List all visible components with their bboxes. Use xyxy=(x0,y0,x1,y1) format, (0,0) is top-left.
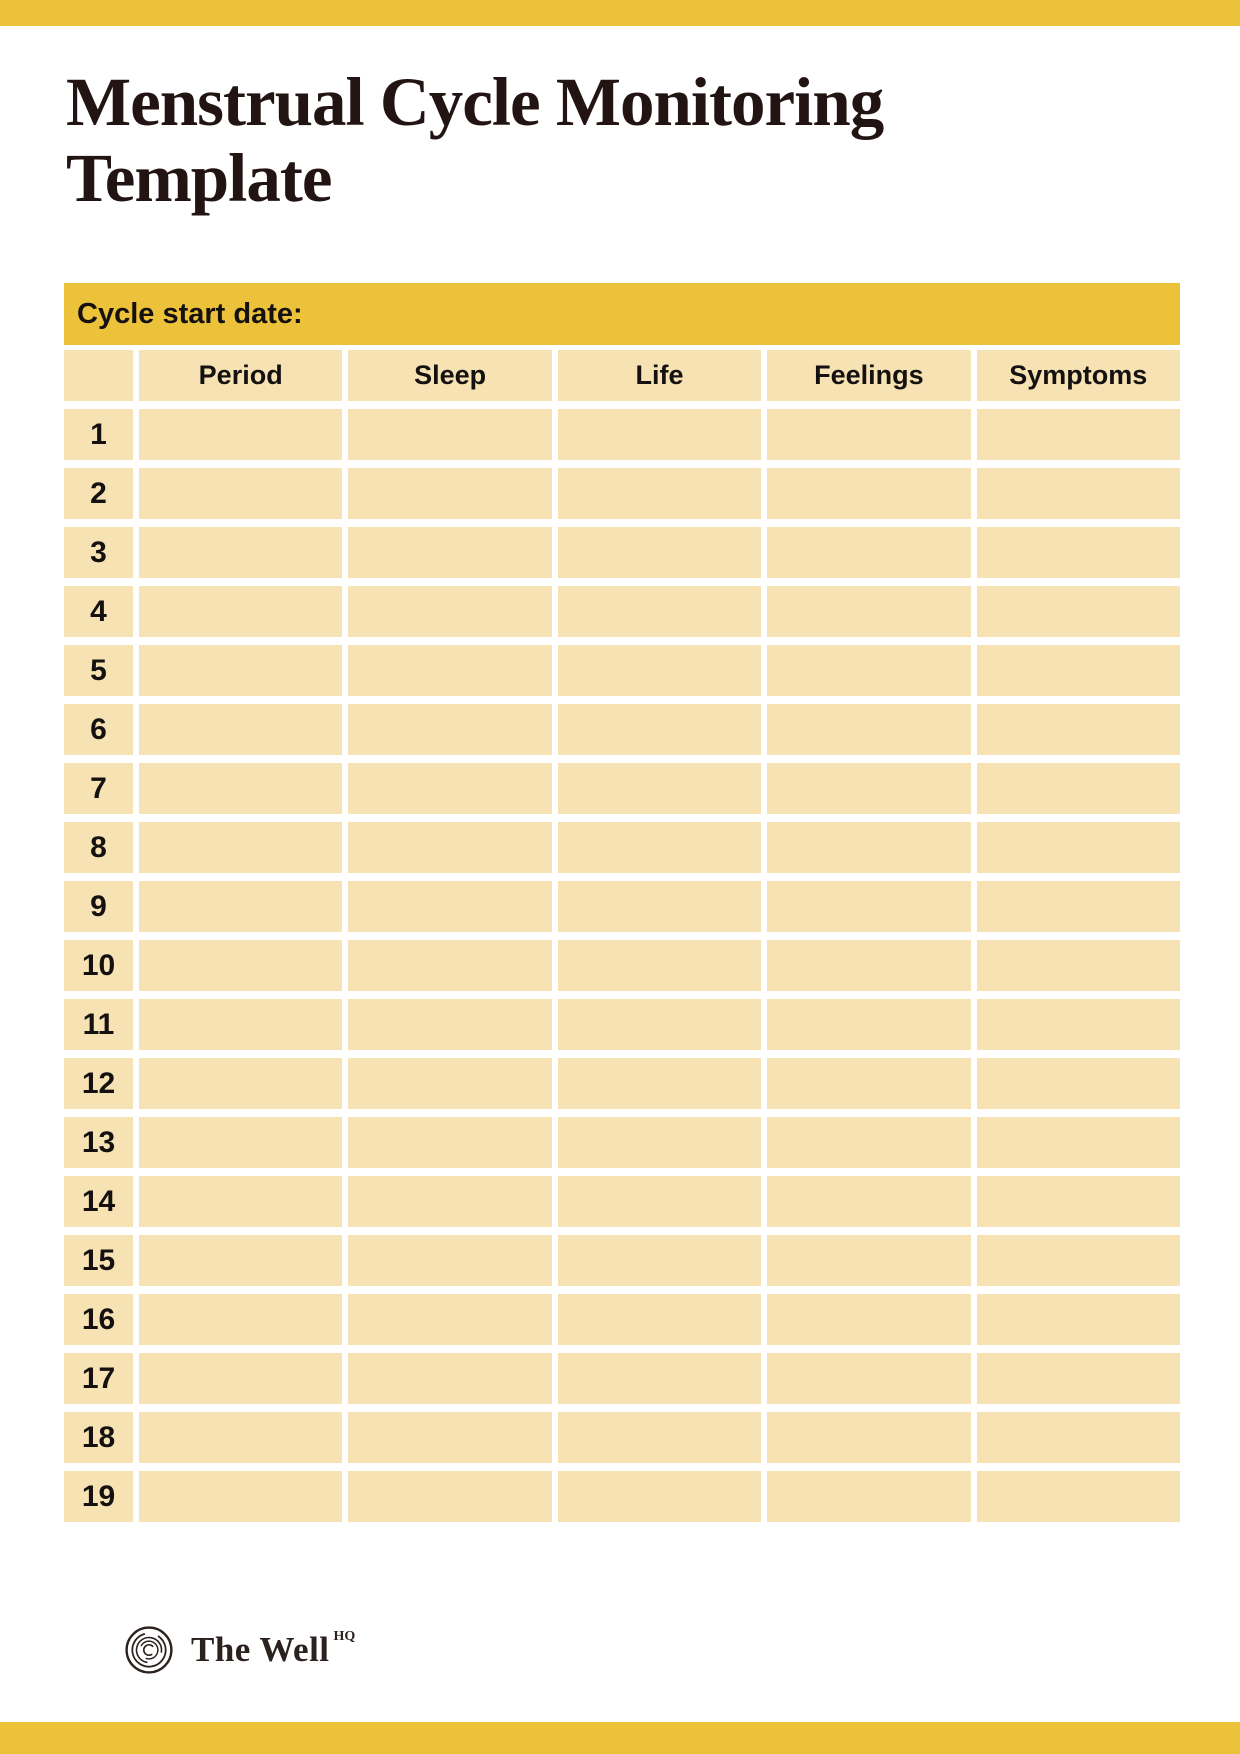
entry-cell-period-day7 xyxy=(139,763,342,814)
entry-cell-life-day1 xyxy=(558,409,761,460)
entry-cell-sleep-day18 xyxy=(348,1412,551,1463)
entry-cell-feelings-day14 xyxy=(767,1176,970,1227)
entry-cell-feelings-day7 xyxy=(767,763,970,814)
entry-cell-sleep-day1 xyxy=(348,409,551,460)
bottom-accent-bar xyxy=(0,1722,1240,1754)
entry-cell-sleep-day12 xyxy=(348,1058,551,1109)
entry-cell-life-day15 xyxy=(558,1235,761,1286)
entry-cell-sleep-day2 xyxy=(348,468,551,519)
entry-cell-symptoms-day2 xyxy=(977,468,1180,519)
entry-cell-period-day3 xyxy=(139,527,342,578)
row-number-cell: 6 xyxy=(64,704,133,755)
cycle-start-date-bar xyxy=(64,283,1180,345)
entry-cell-symptoms-day11 xyxy=(977,999,1180,1050)
row-number-cell: 8 xyxy=(64,822,133,873)
entry-cell-life-day5 xyxy=(558,645,761,696)
entry-cell-symptoms-day15 xyxy=(977,1235,1180,1286)
entry-cell-period-day10 xyxy=(139,940,342,991)
entry-cell-symptoms-day10 xyxy=(977,940,1180,991)
entry-cell-feelings-day19 xyxy=(767,1471,970,1522)
row-number-cell: 17 xyxy=(64,1353,133,1404)
row-number-cell: 16 xyxy=(64,1294,133,1345)
column-header-feelings: Feelings xyxy=(767,350,970,401)
entry-cell-life-day19 xyxy=(558,1471,761,1522)
entry-cell-life-day13 xyxy=(558,1117,761,1168)
entry-cell-life-day11 xyxy=(558,999,761,1050)
row-number-cell: 9 xyxy=(64,881,133,932)
top-accent-bar xyxy=(0,0,1240,26)
row-number-cell: 19 xyxy=(64,1471,133,1522)
row-number-cell: 1 xyxy=(64,409,133,460)
entry-cell-period-day11 xyxy=(139,999,342,1050)
entry-cell-sleep-day16 xyxy=(348,1294,551,1345)
entry-cell-period-day19 xyxy=(139,1471,342,1522)
cycle-start-date-label: Cycle start date: xyxy=(77,297,303,330)
entry-cell-period-day6 xyxy=(139,704,342,755)
entry-cell-symptoms-day17 xyxy=(977,1353,1180,1404)
entry-cell-symptoms-day3 xyxy=(977,527,1180,578)
entry-cell-sleep-day19 xyxy=(348,1471,551,1522)
entry-cell-sleep-day8 xyxy=(348,822,551,873)
row-number-cell: 11 xyxy=(64,999,133,1050)
entry-cell-symptoms-day13 xyxy=(977,1117,1180,1168)
row-number-cell: 5 xyxy=(64,645,133,696)
entry-cell-sleep-day4 xyxy=(348,586,551,637)
entry-cell-feelings-day16 xyxy=(767,1294,970,1345)
entry-cell-life-day7 xyxy=(558,763,761,814)
entry-cell-sleep-day17 xyxy=(348,1353,551,1404)
entry-cell-feelings-day1 xyxy=(767,409,970,460)
entry-cell-symptoms-day9 xyxy=(977,881,1180,932)
entry-cell-feelings-day13 xyxy=(767,1117,970,1168)
entry-cell-period-day17 xyxy=(139,1353,342,1404)
entry-cell-feelings-day15 xyxy=(767,1235,970,1286)
entry-cell-life-day12 xyxy=(558,1058,761,1109)
entry-cell-feelings-day17 xyxy=(767,1353,970,1404)
row-number-cell: 18 xyxy=(64,1412,133,1463)
entry-cell-period-day14 xyxy=(139,1176,342,1227)
entry-cell-symptoms-day4 xyxy=(977,586,1180,637)
column-header-symptoms: Symptoms xyxy=(977,350,1180,401)
entry-cell-sleep-day13 xyxy=(348,1117,551,1168)
entry-cell-period-day18 xyxy=(139,1412,342,1463)
brand-name: The Well xyxy=(191,1630,330,1669)
row-number-cell: 4 xyxy=(64,586,133,637)
entry-cell-sleep-day5 xyxy=(348,645,551,696)
entry-cell-symptoms-day8 xyxy=(977,822,1180,873)
row-number-cell: 7 xyxy=(64,763,133,814)
entry-cell-life-day4 xyxy=(558,586,761,637)
entry-cell-period-day9 xyxy=(139,881,342,932)
entry-cell-sleep-day11 xyxy=(348,999,551,1050)
footer-brand xyxy=(124,1623,355,1677)
entry-cell-symptoms-day7 xyxy=(977,763,1180,814)
entry-cell-sleep-day15 xyxy=(348,1235,551,1286)
entry-cell-life-day6 xyxy=(558,704,761,755)
entry-cell-period-day12 xyxy=(139,1058,342,1109)
entry-cell-feelings-day10 xyxy=(767,940,970,991)
entry-cell-life-day8 xyxy=(558,822,761,873)
entry-cell-symptoms-day5 xyxy=(977,645,1180,696)
page-title: Menstrual Cycle Monitoring Template xyxy=(66,64,884,216)
column-header-sleep: Sleep xyxy=(348,350,551,401)
entry-cell-feelings-day9 xyxy=(767,881,970,932)
brand-suffix: HQ xyxy=(333,1629,356,1644)
entry-cell-life-day2 xyxy=(558,468,761,519)
row-number-cell: 13 xyxy=(64,1117,133,1168)
entry-cell-life-day17 xyxy=(558,1353,761,1404)
entry-cell-feelings-day11 xyxy=(767,999,970,1050)
entry-cell-period-day5 xyxy=(139,645,342,696)
entry-cell-life-day9 xyxy=(558,881,761,932)
entry-cell-period-day1 xyxy=(139,409,342,460)
entry-cell-feelings-day8 xyxy=(767,822,970,873)
entry-cell-period-day15 xyxy=(139,1235,342,1286)
entry-cell-life-day14 xyxy=(558,1176,761,1227)
entry-cell-life-day10 xyxy=(558,940,761,991)
entry-cell-feelings-day12 xyxy=(767,1058,970,1109)
entry-cell-period-day16 xyxy=(139,1294,342,1345)
entry-cell-period-day4 xyxy=(139,586,342,637)
entry-cell-period-day8 xyxy=(139,822,342,873)
entry-cell-sleep-day10 xyxy=(348,940,551,991)
entry-cell-symptoms-day14 xyxy=(977,1176,1180,1227)
row-number-cell: 3 xyxy=(64,527,133,578)
row-number-cell: 10 xyxy=(64,940,133,991)
concentric-ripple-icon xyxy=(124,1625,174,1675)
entry-cell-period-day13 xyxy=(139,1117,342,1168)
entry-cell-sleep-day7 xyxy=(348,763,551,814)
entry-cell-period-day2 xyxy=(139,468,342,519)
row-number-cell: 15 xyxy=(64,1235,133,1286)
entry-cell-symptoms-day12 xyxy=(977,1058,1180,1109)
entry-cell-sleep-day6 xyxy=(348,704,551,755)
column-header-life: Life xyxy=(558,350,761,401)
entry-cell-feelings-day6 xyxy=(767,704,970,755)
tracking-table xyxy=(64,350,1180,1522)
column-header-period: Period xyxy=(139,350,342,401)
row-number-cell: 14 xyxy=(64,1176,133,1227)
entry-cell-symptoms-day6 xyxy=(977,704,1180,755)
entry-cell-feelings-day4 xyxy=(767,586,970,637)
entry-cell-feelings-day2 xyxy=(767,468,970,519)
header-corner-cell xyxy=(64,350,133,401)
entry-cell-symptoms-day19 xyxy=(977,1471,1180,1522)
entry-cell-sleep-day3 xyxy=(348,527,551,578)
entry-cell-life-day16 xyxy=(558,1294,761,1345)
row-number-cell: 2 xyxy=(64,468,133,519)
entry-cell-life-day3 xyxy=(558,527,761,578)
entry-cell-sleep-day9 xyxy=(348,881,551,932)
entry-cell-symptoms-day1 xyxy=(977,409,1180,460)
entry-cell-symptoms-day16 xyxy=(977,1294,1180,1345)
entry-cell-symptoms-day18 xyxy=(977,1412,1180,1463)
entry-cell-feelings-day3 xyxy=(767,527,970,578)
row-number-cell: 12 xyxy=(64,1058,133,1109)
entry-cell-feelings-day5 xyxy=(767,645,970,696)
entry-cell-feelings-day18 xyxy=(767,1412,970,1463)
entry-cell-sleep-day14 xyxy=(348,1176,551,1227)
entry-cell-life-day18 xyxy=(558,1412,761,1463)
